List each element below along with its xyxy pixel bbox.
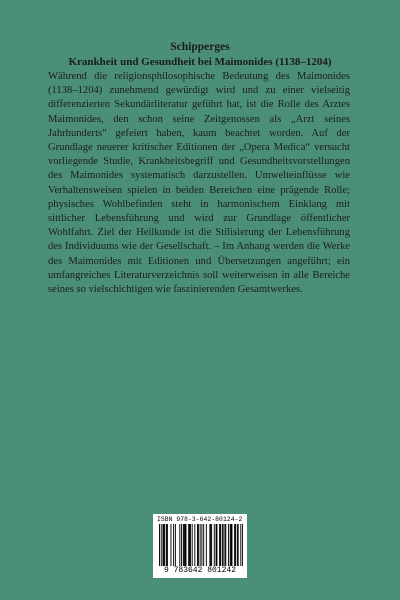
barcode-bar [185,524,186,566]
barcode-bar [173,524,174,566]
barcode-bar [214,524,215,566]
barcode-bar [190,524,191,566]
barcode-bar [225,524,226,566]
cover-header [0,40,400,70]
blurb-text [48,70,350,297]
barcode-bar [240,524,241,566]
barcode-bar [166,524,167,566]
barcode-bar [222,524,223,566]
barcode-bar [219,524,220,566]
barcode-bar [238,524,239,566]
barcode-bar [206,524,207,566]
barcode-bar [186,524,187,566]
barcode-bar [161,524,162,566]
barcode-bar [211,524,212,566]
barcode-bar [210,524,211,566]
barcode-bar [189,524,190,566]
barcode-bar [242,524,243,566]
book-title: Krankheit und Gesundheit bei Maimonides (1138–1204) [68,56,332,68]
author-name: Schipperges [170,41,230,53]
barcode-bar [231,524,232,566]
barcode-bar [197,524,198,566]
barcode-bar [201,524,202,566]
barcode-bar [203,524,204,566]
barcode-bar [159,524,160,566]
blurb-paragraph: Während die religionsphilosophische Bedeutung des Maimonides (1138–1204) zunehmend gewürdigt wird und zu einer vielseitig differenzierten Sekundärliteratur geführt hat, ist die Rolle des Arztes Maimonides, den schon seine Zeitgenossen als „Arzt seines Jahrhunderts“ gefeiert haben, kaum beachtet worden. Auf der Grundlage neuerer kritischer Editionen der „Opera Medica“ versucht vorliegende Studie, Krankheitsbegriff und Gesundheitsvorstellungen des Maimonides systematisch darzustellen. Umwelteinflüsse wie Verhaltensweisen spielen in beiden Bereichen eine prägende Rolle; physisches Wohlbefinden steht in harmonischem Einklang mit sittlicher Lebensführung und wird zur Grundlage öffentlicher Wohlfahrt. Ziel der Heilkunde ist die Stilisierung der Lebensführung des Individuums wie der Gesellschaft. – Im Anhang werden die Werke des Maimonides mit Editionen und Übersetzungen angeführt; ein umfangreiches Literaturverzeichnis soll weiterweisen in alle Bereiche seines so vielschichtigen wie faszinierenden Gesamtwerkes. [48,71,350,296]
barcode-bar [163,524,164,566]
barcode-bar [230,524,231,566]
barcode-bar [235,524,236,566]
barcode-bar [184,524,185,566]
barcode-bar [232,524,233,566]
barcode-bar [167,524,168,566]
barcode-bar [216,524,217,566]
barcode-bars [159,524,243,566]
isbn-barcode [153,514,247,578]
barcode-bar [234,524,235,566]
barcode-bar [224,524,225,566]
barcode-bar [223,524,224,566]
barcode-bar [216,524,217,566]
barcode-bar [183,524,184,566]
barcode-bar [170,524,171,566]
barcode-bar [198,524,199,566]
barcode-bar [228,524,229,566]
barcode-bar [194,524,195,566]
barcode-bar [188,524,189,566]
barcode-bar [179,524,180,566]
barcode-bar [220,524,221,566]
barcode-bar [192,524,193,566]
barcode-bar [175,524,176,566]
barcode-bar [237,524,238,566]
ean-digits: 9 783642 801242 [163,566,236,575]
barcode-bar [164,524,165,566]
barcode-bar [181,524,182,566]
barcode-bar [209,524,210,566]
barcode-bar [200,524,201,566]
barcode-bar [163,524,164,566]
isbn-label: ISBN 978-3-642-80124-2 [157,516,243,523]
